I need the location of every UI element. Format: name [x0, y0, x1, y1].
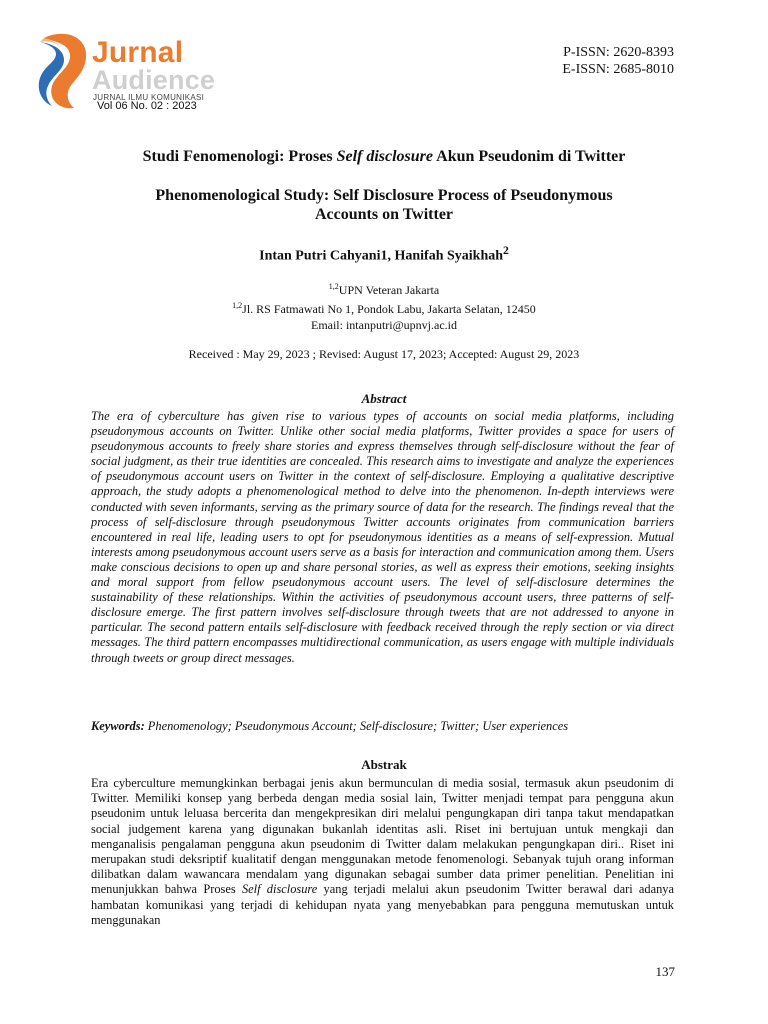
keywords-label: Keywords: — [91, 719, 145, 733]
author-1: Intan Putri Cahyani — [259, 248, 381, 264]
title-indonesian — [90, 147, 678, 167]
journal-logo-icon — [34, 30, 90, 110]
abstract-indonesian-text — [91, 776, 674, 928]
author-2-sup: 2 — [503, 244, 509, 257]
affiliation-address: Jl. RS Fatmawati No 1, Pondok Labu, Jakarta Selatan, 12450 — [242, 302, 536, 316]
affiliation-university: UPN Veteran Jakarta — [338, 283, 440, 297]
p-issn: P-ISSN: 2620-8393 — [563, 45, 674, 60]
abstract-english-text: The era of cyberculture has given rise to various types of accounts on social media platforms, including pseudonymous accounts on Twitter. Unlike other social media platforms, Twitter provides a space for users of pseudonymous accounts to freely share stories and express themselves through self-disclosure without the fear of social judgment, as their true identities are concealed. This research aims to investigate and analyze the experiences of pseudonymous account users on Twitter in the context of self-disclosure. Employing a qualitative descriptive approach, the study adopts a phenomenological method to delve into the phenomenon. In-depth interviews were conducted with seven informants, serving as the primary source of data for the research. The findings reveal that the process of self-disclosure through pseudonymous Twitter accounts originates from communication barriers encountered in real life, leading users to opt for pseudonymous identities as a means of self-expression. Mutual interests among pseudonymous account users serve as a basis for interaction and communication among them. Users make conscious decisions to open up and share personal stories, as well as express their emotions, seeking insights and moral support from fellow pseudonymous account users. The level of self-disclosure determines the sustainability of these relationships. Within the activities of pseudonymous account users, three patterns of self-disclosure emerge. The first pattern involves self-disclosure through tweets that are not addressed to anyone in particular. The second pattern entails self-disclosure with feedback received through the reply section or via direct messages. The third pattern encompasses multidirectional communication, as users engage with multiple individuals through tweets or group direct messages. — [91, 409, 674, 665]
abstrak-part-1: Era cyberculture memungkinkan berbagai jenis akun bermunculan di media sosial, termasuk akun pseudonim di Twitter. Memiliki konsep yang berbeda dengan media sosial lain, Twitter menjadi tempat para pengguna akun pseudonim untuk leluasa bercerita dan mengekpresikan diri melalui pengungkapan diri tanpa takut mendapatkan social judgement karena yang digunakan bukanlah identitas asli. Riset ini bertujuan untuk mengkaji dan menganalisis pengalaman pengguna akun pseudonim di Twitter dalam melakukan pengungkapan diri.. Riset ini merupakan studi deksriptif kualitatif dengan menggunakan metode fenomenologi. Sebanyak tujuh orang informan dilibatkan dalam wawancara mendalam yang digunakan sebagai sumber data primer penelitian. Penelitian ini menunjukkan bahwa Proses — [91, 776, 674, 897]
affiliation-sup-2: 1,2 — [232, 301, 243, 310]
title-id-emphasis: Self disclosure — [336, 148, 434, 165]
title-english — [90, 186, 678, 224]
keywords — [91, 718, 674, 734]
submission-dates: Received : May 29, 2023 ; Revised: August 17, 2023; Accepted: August 29, 2023 — [188, 347, 580, 361]
affiliation-line-2 — [90, 298, 678, 317]
title-id-post: Akun Pseudonim di Twitter — [433, 148, 626, 165]
author-separator: , — [387, 248, 395, 264]
logo-word-jurnal: Jurnal — [92, 36, 184, 69]
authors — [90, 242, 678, 266]
author-email: Email: intanputri@upnvj.ac.id — [310, 318, 458, 332]
page-number: 137 — [655, 964, 675, 979]
abstract-heading: Abstract — [361, 391, 407, 406]
affiliations — [90, 279, 678, 333]
abstrak-heading: Abstrak — [361, 757, 407, 772]
title-en-line2: Accounts on Twitter — [314, 206, 454, 223]
affiliation-line-1 — [90, 279, 678, 298]
keywords-list: Phenomenology; Pseudonymous Account; Self-disclosure; Twitter; User experiences — [144, 719, 569, 733]
abstrak-emphasis: Self disclosure — [241, 882, 318, 897]
logo-word-audience: Audience — [92, 65, 216, 95]
title-id-pre: Studi Fenomenologi: Proses — [142, 148, 337, 165]
affiliation-sup-1: 1,2 — [328, 282, 339, 291]
author-2: Hanifah Syaikhah — [394, 248, 504, 264]
volume-info: Vol 06 No. 02 : 2023 — [97, 100, 197, 112]
logo-tagline: JURNAL ILMU KOMUNIKASI — [93, 93, 205, 102]
title-en-line1: Phenomenological Study: Self Disclosure Process of Pseudonymous — [155, 187, 613, 204]
e-issn: E-ISSN: 2685-8010 — [562, 62, 674, 77]
abstrak-part-2: yang terjadi melalui akun pseudonim Twitter berawal dari adanya hambatan komunikasi yang terjadi di kehidupan nyata yang menyebabkan para pengguna memutuskan untuk menggunakan — [91, 882, 674, 927]
author-1-sup: 1 — [380, 248, 388, 264]
issn-block — [562, 44, 674, 78]
